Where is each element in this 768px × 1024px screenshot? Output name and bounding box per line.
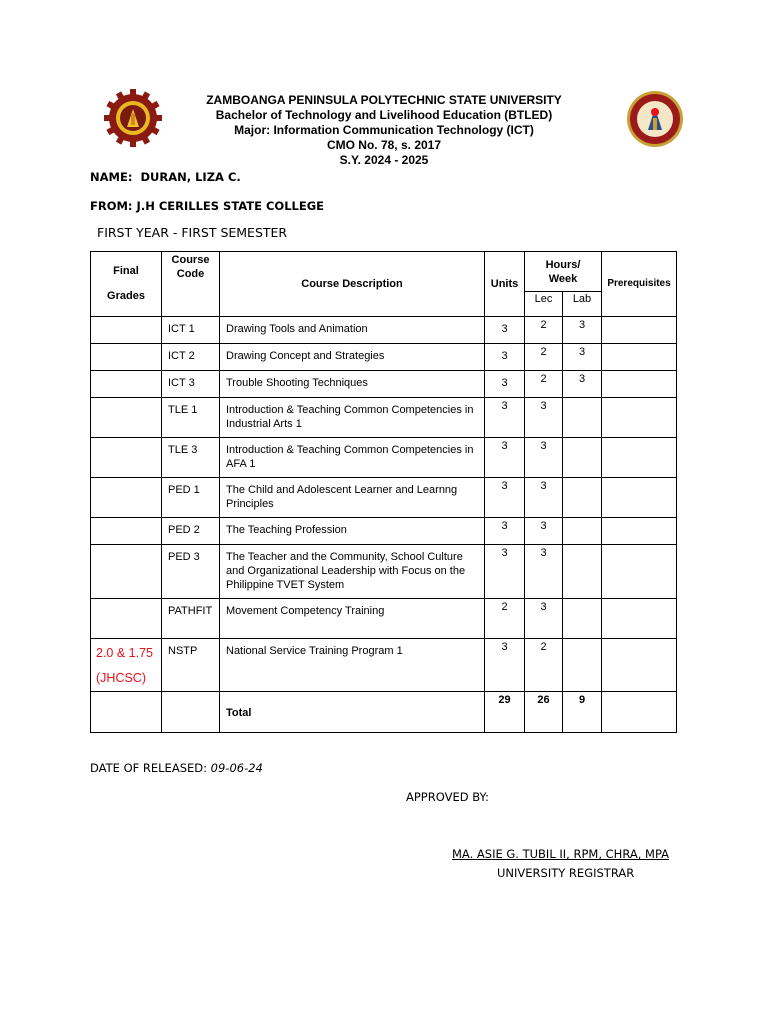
- university-name: ZAMBOANGA PENINSULA POLYTECHNIC STATE UNIVERSITY: [206, 93, 562, 107]
- prereq-cell: [602, 692, 677, 733]
- cmo-number: CMO No. 78, s. 2017: [326, 138, 442, 152]
- units-cell: 3: [485, 371, 525, 398]
- course-description: The Child and Adolescent Learner and Learnng Principles: [220, 478, 485, 518]
- lec-cell: 2: [525, 639, 563, 692]
- hours-week-header: Hours/ Week: [525, 252, 602, 292]
- lab-cell: 3: [563, 371, 602, 398]
- lec-cell: 3: [525, 478, 563, 518]
- grade-cell: [91, 518, 162, 545]
- table-row: [91, 518, 677, 545]
- units-cell: 3: [485, 398, 525, 438]
- grades-label: Grades: [107, 290, 145, 302]
- lec-cell: 3: [525, 398, 563, 438]
- final-label: Final: [113, 265, 139, 277]
- course-code: ICT 3: [162, 371, 220, 398]
- grade-cell: [91, 545, 162, 599]
- grade-cell: [91, 398, 162, 438]
- total-label: Total: [220, 692, 485, 733]
- prereq-cell: [602, 545, 677, 599]
- grade-cell: [91, 599, 162, 639]
- table-row: [91, 344, 677, 371]
- table-row: [91, 599, 677, 639]
- prereq-cell: [602, 371, 677, 398]
- student-name-line: [90, 170, 241, 184]
- course-description: Trouble Shooting Techniques: [220, 371, 485, 398]
- course-description: Movement Competency Training: [220, 599, 485, 639]
- prereq-cell: [602, 639, 677, 692]
- total-lec: 26: [525, 692, 563, 733]
- total-lab: 9: [563, 692, 602, 733]
- college-seal-icon: [626, 90, 684, 148]
- prereq-cell: [602, 344, 677, 371]
- course-description: Drawing Tools and Animation: [220, 317, 485, 344]
- course-code: TLE 1: [162, 398, 220, 438]
- lec-cell: 2: [525, 371, 563, 398]
- student-name: DURAN, LIZA C.: [140, 170, 241, 184]
- units-cell: 2: [485, 599, 525, 639]
- units-cell: 3: [485, 478, 525, 518]
- grade-cell: [91, 317, 162, 344]
- course-code: TLE 3: [162, 438, 220, 478]
- table-row: [91, 438, 677, 478]
- table-row: [91, 545, 677, 599]
- course-description: The Teaching Profession: [220, 518, 485, 545]
- prereq-cell: [602, 438, 677, 478]
- lec-cell: 3: [525, 599, 563, 639]
- total-row: [91, 692, 677, 733]
- lec-cell: 3: [525, 518, 563, 545]
- lab-cell: [563, 478, 602, 518]
- course-description-header: Course Description: [220, 252, 485, 317]
- prereq-cell: [602, 478, 677, 518]
- units-cell: 3: [485, 639, 525, 692]
- course-code: PED 2: [162, 518, 220, 545]
- units-cell: 3: [485, 518, 525, 545]
- document-header: [160, 93, 608, 168]
- course-code-header: Course Code: [162, 252, 220, 317]
- course-code: ICT 1: [162, 317, 220, 344]
- table-row: [91, 478, 677, 518]
- grades-table: [90, 251, 677, 733]
- lec-header: Lec: [525, 292, 563, 317]
- name-label: NAME:: [90, 170, 133, 184]
- school-year: S.Y. 2024 - 2025: [339, 153, 429, 167]
- course-description: National Service Training Program 1: [220, 639, 485, 692]
- grade-cell: [91, 438, 162, 478]
- table-row: [91, 371, 677, 398]
- table-row: [91, 317, 677, 344]
- grade-cell: [91, 692, 162, 733]
- lec-cell: 2: [525, 344, 563, 371]
- lab-cell: 3: [563, 344, 602, 371]
- release-date: 09-06-24: [210, 761, 263, 775]
- prerequisites-header: Prerequisites: [602, 252, 677, 317]
- course-description: Introduction & Teaching Common Competencies in AFA 1: [220, 438, 485, 478]
- units-cell: 3: [485, 317, 525, 344]
- prereq-cell: [602, 518, 677, 545]
- code-cell: [162, 692, 220, 733]
- grade-cell: [91, 371, 162, 398]
- units-cell: 3: [485, 438, 525, 478]
- course-code: PED 3: [162, 545, 220, 599]
- signatory-name: MA. ASIE G. TUBIL II, RPM, CHRA, MPA: [452, 847, 670, 861]
- final-grades-header: [91, 252, 162, 317]
- lab-cell: [563, 518, 602, 545]
- prereq-cell: [602, 398, 677, 438]
- signatory-title: UNIVERSITY REGISTRAR: [497, 866, 635, 880]
- units-cell: 3: [485, 344, 525, 371]
- table-row: [91, 639, 677, 692]
- table-row: [91, 398, 677, 438]
- grade-cell: [91, 344, 162, 371]
- program-name: Bachelor of Technology and Livelihood Education (BTLED): [215, 108, 553, 122]
- lab-cell: [563, 398, 602, 438]
- university-seal-icon: [104, 89, 162, 147]
- lec-cell: 3: [525, 438, 563, 478]
- course-description: Introduction & Teaching Common Competencies in Industrial Arts 1: [220, 398, 485, 438]
- course-code: PED 1: [162, 478, 220, 518]
- from-label: FROM:: [90, 199, 133, 213]
- course-code: ICT 2: [162, 344, 220, 371]
- lab-cell: [563, 599, 602, 639]
- total-units: 29: [485, 692, 525, 733]
- lec-cell: 3: [525, 545, 563, 599]
- course-description: The Teacher and the Community, School Culture and Organizational Leadership with Focus on the Philippine TVET System: [220, 545, 485, 599]
- lab-cell: [563, 545, 602, 599]
- date-released-line: [90, 761, 263, 775]
- approved-by-label: APPROVED BY:: [406, 790, 489, 804]
- lab-cell: 3: [563, 317, 602, 344]
- date-label: DATE OF RELEASED:: [90, 761, 207, 775]
- lec-cell: 2: [525, 317, 563, 344]
- lab-cell: [563, 438, 602, 478]
- major-name: Major: Information Communication Technology (ICT): [234, 123, 534, 137]
- units-cell: 3: [485, 545, 525, 599]
- semester-title: FIRST YEAR - FIRST SEMESTER: [97, 225, 288, 240]
- from-school: J.H CERILLES STATE COLLEGE: [136, 199, 325, 213]
- from-line: [90, 199, 324, 213]
- grade-cell: 2.0 & 1.75 (JHCSC): [91, 639, 162, 692]
- course-description: Drawing Concept and Strategies: [220, 344, 485, 371]
- lab-cell: [563, 639, 602, 692]
- course-code: PATHFIT: [162, 599, 220, 639]
- course-code: NSTP: [162, 639, 220, 692]
- units-header: Units: [485, 252, 525, 317]
- prereq-cell: [602, 317, 677, 344]
- lab-header: Lab: [563, 292, 602, 317]
- grade-cell: [91, 478, 162, 518]
- prereq-cell: [602, 599, 677, 639]
